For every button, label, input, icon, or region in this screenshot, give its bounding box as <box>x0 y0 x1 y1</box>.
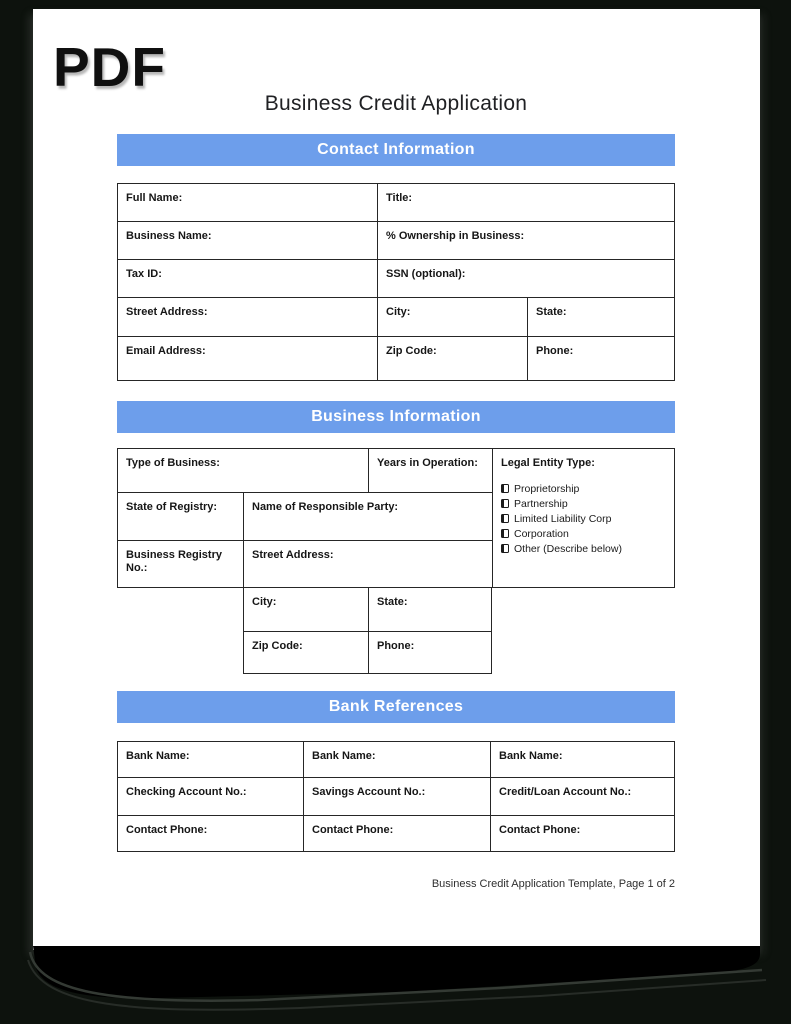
contact-information-table <box>117 183 675 381</box>
cell-state: State: <box>368 588 492 631</box>
cell-tax-id: Tax ID: <box>117 259 377 297</box>
cell-bank-name-3: Bank Name: <box>490 741 675 777</box>
business-information-table <box>117 448 675 674</box>
cell-checking-account: Checking Account No.: <box>117 777 303 815</box>
cell-phone: Phone: <box>368 631 492 674</box>
pdf-page <box>33 9 760 950</box>
cell-business-registry-no: Business Registry No.: <box>117 540 243 588</box>
cell-title: Title: <box>377 183 675 221</box>
cell-city: City: <box>243 588 368 631</box>
cell-state-of-registry: State of Registry: <box>117 492 243 540</box>
legal-entity-option-label: Partnership <box>514 497 568 510</box>
cell-ownership: % Ownership in Business: <box>377 221 675 259</box>
legal-entity-option <box>501 497 668 512</box>
bank-references-table <box>117 741 675 852</box>
cell-savings-account: Savings Account No.: <box>303 777 490 815</box>
checkbox-icon <box>501 544 509 553</box>
cell-contact-phone-1: Contact Phone: <box>117 815 303 852</box>
legal-entity-option-label: Proprietorship <box>514 482 580 495</box>
cell-bank-name-2: Bank Name: <box>303 741 490 777</box>
cell-ssn: SSN (optional): <box>377 259 675 297</box>
cell-state: State: <box>527 297 675 336</box>
cell-full-name: Full Name: <box>117 183 377 221</box>
cell-email-address: Email Address: <box>117 336 377 381</box>
section-header-contact-information: Contact Information <box>117 134 675 166</box>
document-title: Business Credit Application <box>264 92 528 115</box>
legal-entity-option-label: Other (Describe below) <box>514 542 622 555</box>
pdf-logo: PDF <box>53 36 166 98</box>
checkbox-icon <box>501 529 509 538</box>
cell-business-name: Business Name: <box>117 221 377 259</box>
cell-bank-name-1: Bank Name: <box>117 741 303 777</box>
cell-years-in-operation: Years in Operation: <box>368 448 492 492</box>
legal-entity-option <box>501 512 668 527</box>
legal-entity-options-list <box>501 482 668 557</box>
legal-entity-option-label: Limited Liability Corp <box>514 512 612 525</box>
cell-street-address: Street Address: <box>117 297 377 336</box>
cell-zip-code: Zip Code: <box>377 336 527 381</box>
cell-legal-entity-type <box>492 448 675 588</box>
cell-contact-phone-2: Contact Phone: <box>303 815 490 852</box>
cell-contact-phone-3: Contact Phone: <box>490 815 675 852</box>
page-curl-shadow <box>0 938 791 1024</box>
legal-entity-option-label: Corporation <box>514 527 569 540</box>
cell-street-address: Street Address: <box>243 540 492 588</box>
legal-entity-option <box>501 482 668 497</box>
cell-zip-code: Zip Code: <box>243 631 368 674</box>
legal-entity-type-label: Legal Entity Type: <box>501 457 595 469</box>
cell-responsible-party: Name of Responsible Party: <box>243 492 492 540</box>
section-header-business-information: Business Information <box>117 401 675 433</box>
page-footer: Business Credit Application Template, Page 1 of 2 <box>431 878 675 890</box>
section-header-bank-references: Bank References <box>117 691 675 723</box>
checkbox-icon <box>501 484 509 493</box>
cell-credit-loan-account: Credit/Loan Account No.: <box>490 777 675 815</box>
legal-entity-option <box>501 527 668 542</box>
cell-phone: Phone: <box>527 336 675 381</box>
cell-city: City: <box>377 297 527 336</box>
cell-type-of-business: Type of Business: <box>117 448 368 492</box>
legal-entity-option <box>501 542 668 557</box>
checkbox-icon <box>501 514 509 523</box>
checkbox-icon <box>501 499 509 508</box>
